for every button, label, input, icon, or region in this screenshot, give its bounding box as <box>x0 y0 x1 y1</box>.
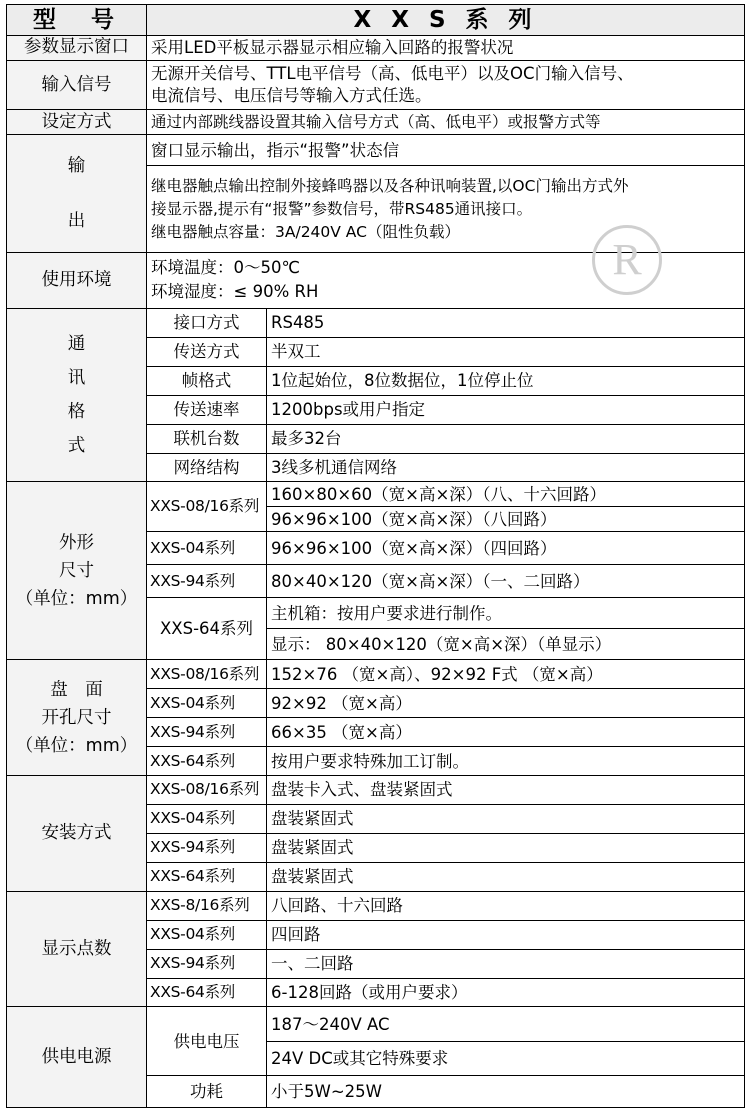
cutout-model: XXS-94系列 <box>147 718 267 747</box>
input-signal-value <box>147 60 745 110</box>
header-row <box>7 5 745 36</box>
install-model: XXS-94系列 <box>147 833 267 862</box>
comm-value: 3线多机通信网络 <box>267 453 745 482</box>
output-relay-line-1: 继电器触点输出控制外接蜂鸣器以及各种讯响装置,以OC门输出方式外 <box>151 176 629 195</box>
environment-temp: 环境温度：0～50℃ <box>151 258 301 278</box>
comm-value: 1200bps或用户指定 <box>267 395 745 424</box>
input-signal-label: 输入信号 <box>7 60 147 110</box>
setting-mode-row <box>7 110 745 135</box>
cutout-label-line-1: 盘 面 <box>50 679 103 700</box>
install-model: XXS-04系列 <box>147 804 267 833</box>
output-label-char-1: 输 <box>67 155 86 176</box>
points-model: XXS-64系列 <box>147 978 267 1007</box>
comm-key: 联机台数 <box>147 424 267 453</box>
cutout-label-line-2: 开孔尺寸 <box>41 707 112 728</box>
cutout-model: XXS-04系列 <box>147 689 267 718</box>
output-window-value: 窗口显示输出，指示“报警”状态信 <box>147 135 745 166</box>
install-value: 盘装紧固式 <box>267 833 745 862</box>
dimensions-label-line-2: 尺寸 <box>59 560 94 581</box>
install-value: 盘装紧固式 <box>267 804 745 833</box>
comm-key: 帧格式 <box>147 366 267 395</box>
points-row <box>7 891 745 920</box>
comm-value: RS485 <box>267 308 745 337</box>
input-signal-row <box>7 60 745 110</box>
comm-key: 传送速率 <box>147 395 267 424</box>
install-row <box>7 775 745 804</box>
input-signal-line-1: 无源开关信号、TTL电平信号（高、低电平）以及OC门输入信号、 <box>151 64 634 84</box>
install-label: 安装方式 <box>7 775 147 891</box>
output-relay-line-2: 接显示器,提示有“报警”参数信号，带RS485通讯接口。 <box>151 199 533 218</box>
comm-value: 1位起始位，8位数据位，1位停止位 <box>267 366 745 395</box>
cutout-model: XXS-08/16系列 <box>147 660 267 689</box>
power-voltage-value: 24V DC或其它特殊要求 <box>267 1041 745 1075</box>
dimension-value: 96×96×100（宽×高×深）（八回路） <box>267 507 745 532</box>
power-label: 供电电源 <box>7 1007 147 1108</box>
comm-value: 半双工 <box>267 337 745 366</box>
cutout-value: 152×76 （宽×高）、92×92 F式 （宽×高） <box>267 660 745 689</box>
environment-humidity: 环境湿度：≤ 90% RH <box>151 282 319 302</box>
dimension-model: XXS-64系列 <box>147 598 267 660</box>
cutout-label-line-3: （单位：mm） <box>15 735 138 756</box>
comm-key: 传送方式 <box>147 337 267 366</box>
param-window-row <box>7 36 745 61</box>
comm-key: 接口方式 <box>147 308 267 337</box>
dimension-row <box>7 482 745 507</box>
install-model: XXS-64系列 <box>147 862 267 891</box>
points-model: XXS-8/16系列 <box>147 891 267 920</box>
dimension-model: XXS-04系列 <box>147 532 267 565</box>
environment-label: 使用环境 <box>7 253 147 309</box>
dimensions-label-line-3: （单位：mm） <box>15 588 138 609</box>
dimension-model: XXS-08/16系列 <box>147 482 267 532</box>
points-model: XXS-04系列 <box>147 920 267 949</box>
registered-mark-watermark: R <box>592 225 662 295</box>
param-window-value: 采用LED平板显示器显示相应输入回路的报警状况 <box>147 36 745 61</box>
power-consumption-value: 小于5W~25W <box>267 1075 745 1107</box>
comm-label-char-3: 格 <box>67 402 86 423</box>
cutout-row <box>7 660 745 689</box>
dimension-value: 显示： 80×40×120（宽×高×深）（单显示） <box>267 629 745 660</box>
param-window-label: 参数显示窗口 <box>7 36 147 61</box>
output-label-char-2: 出 <box>67 210 86 231</box>
power-consumption-label: 功耗 <box>147 1075 267 1107</box>
environment-row <box>7 253 745 309</box>
setting-mode-value: 通过内部跳线器设置其输入信号方式（高、低电平）或报警方式等 <box>147 110 745 135</box>
points-model: XXS-94系列 <box>147 949 267 978</box>
setting-mode-label: 设定方式 <box>7 110 147 135</box>
points-value: 一、二回路 <box>267 949 745 978</box>
points-value: 6-128回路（或用户要求） <box>267 978 745 1007</box>
cutout-value: 按用户要求特殊加工订制。 <box>267 747 745 776</box>
output-relay-line-3: 继电器触点容量：3A/240V AC（阻性负载） <box>151 222 460 241</box>
points-value: 四回路 <box>267 920 745 949</box>
power-row <box>7 1007 745 1041</box>
cutout-value: 66×35 （宽×高） <box>267 718 745 747</box>
dimensions-label-line-1: 外形 <box>59 532 94 553</box>
dimension-value: 160×80×60（宽×高×深）（八、十六回路） <box>267 482 745 507</box>
comm-label-char-2: 讯 <box>67 368 86 389</box>
comm-row <box>7 308 745 337</box>
comm-key: 网络结构 <box>147 453 267 482</box>
dimension-value: 主机箱：按用户要求进行制作。 <box>267 598 745 629</box>
spec-table <box>6 4 745 1108</box>
dimension-value: 96×96×100（宽×高×深）（四回路） <box>267 532 745 565</box>
dimension-value: 80×40×120（宽×高×深）（一、二回路） <box>267 565 745 598</box>
model-header-cell: 型 号 <box>7 5 147 36</box>
cutout-value: 92×92 （宽×高） <box>267 689 745 718</box>
cutout-model: XXS-64系列 <box>147 747 267 776</box>
dimensions-label <box>7 482 147 660</box>
output-window-row <box>7 135 745 166</box>
comm-label-char-4: 式 <box>67 436 86 457</box>
comm-label <box>7 308 147 482</box>
power-voltage-value: 187～240V AC <box>267 1007 745 1041</box>
comm-label-char-1: 通 <box>67 334 86 355</box>
output-relay-value <box>147 166 745 253</box>
dimension-model: XXS-94系列 <box>147 565 267 598</box>
output-label <box>7 135 147 253</box>
power-voltage-label: 供电电压 <box>147 1007 267 1075</box>
install-value: 盘装紧固式 <box>267 862 745 891</box>
environment-value <box>147 253 745 309</box>
series-title-cell: X X S 系 列 <box>147 5 745 36</box>
install-value: 盘装卡入式、盘装紧固式 <box>267 775 745 804</box>
cutout-label <box>7 660 147 776</box>
points-value: 八回路、十六回路 <box>267 891 745 920</box>
points-label: 显示点数 <box>7 891 147 1007</box>
comm-value: 最多32台 <box>267 424 745 453</box>
install-model: XXS-08/16系列 <box>147 775 267 804</box>
input-signal-line-2: 电流信号、电压信号等输入方式任选。 <box>151 86 432 106</box>
